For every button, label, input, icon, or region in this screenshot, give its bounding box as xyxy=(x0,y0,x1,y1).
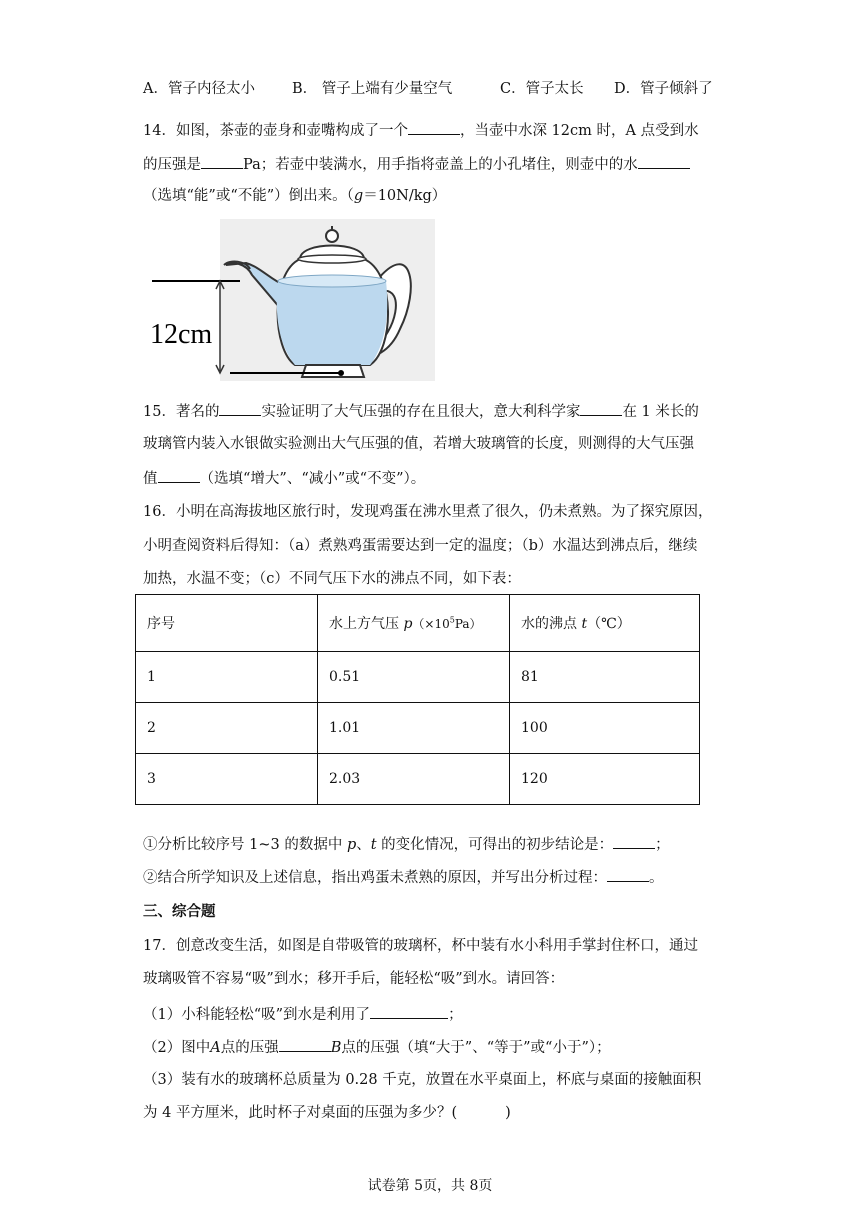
q17-blank-1[interactable] xyxy=(370,1003,448,1019)
q14-line-2: 的压强是 Pa；若壶中装满水，用手指将壶盖上的小孔堵住，则壶中的水 xyxy=(143,153,690,175)
q15-line-3: 值 （选填“增大”、“减小”或“不变”）。 xyxy=(143,467,425,489)
section-heading: 三、综合题 xyxy=(143,904,216,920)
q15-blank-2[interactable] xyxy=(580,400,622,416)
boiling-point-table xyxy=(135,594,700,805)
q13-option-a: A．管子内径太小 xyxy=(143,81,255,97)
q13-option-d: D．管子倾斜了 xyxy=(614,81,713,97)
q17-sub-2: （2）图中A点的压强 B点的压强（填“大于”、“等于”或“小于”）； xyxy=(143,1036,611,1058)
q15-line-1: 15．著名的 实验证明了大气压强的存在且很大，意大利科学家 在 1 米长的 xyxy=(143,400,699,422)
page-footer: 试卷第 5页，共 8页 xyxy=(367,1178,493,1194)
header-pressure: 水上方气压 $p(\times 10^5Pa)$ xyxy=(318,595,510,652)
q17-line-2: 玻璃吸管不容易“吸”到水；移开手后，能轻松“吸”到水。请回答： xyxy=(143,971,565,987)
table-row: 2 1.01 100 xyxy=(136,703,700,754)
table-header-row xyxy=(136,595,700,652)
q17-sub-3-line-2: 为 4 平方厘米，此时杯子对桌面的压强为多少？( ) xyxy=(143,1105,511,1121)
header-index: 序号 xyxy=(136,595,318,652)
q16-sub-1: ①分析比较序号 1~3 的数据中 p、t 的变化情况，可得出的初步结论是： ； xyxy=(143,833,670,855)
q16-blank-1[interactable] xyxy=(613,833,655,849)
table-row: 1 0.51 81 xyxy=(136,652,700,703)
teapot-water xyxy=(277,281,387,365)
header-boiling-point: 水的沸点 t（℃） xyxy=(510,595,700,652)
q16-sub-2: ②结合所学知识及上述信息，指出鸡蛋未煮熟的原因，并写出分析过程： 。 xyxy=(143,866,664,888)
q17-line-1: 17．创意改变生活，如图是自带吸管的玻璃杯，杯中装有水小科用手掌封住杯口，通过 xyxy=(143,938,698,954)
depth-label: 12cm xyxy=(150,319,213,350)
q17-sub-3-line-1: （3）装有水的玻璃杯总质量为 0.28 千克，放置在水平桌面上，杯底与桌面的接触面积 xyxy=(143,1072,702,1088)
q16-line-2: 小明查阅资料后得知：（a）煮熟鸡蛋需要达到一定的温度；（b）水温达到沸点后，继续 xyxy=(143,538,698,554)
teapot-base xyxy=(302,365,364,377)
q14-blank-1[interactable] xyxy=(408,119,460,135)
q14-blank-2[interactable] xyxy=(201,153,243,169)
q14-blank-3[interactable] xyxy=(638,153,690,169)
q15-blank-3[interactable] xyxy=(158,467,200,483)
q13-option-c: C．管子太长 xyxy=(500,81,584,97)
q14-line-3: （选填“能”或“不能”）倒出来。（g＝10N/kg） xyxy=(143,188,447,204)
q15-line-2: 玻璃管内装入水银做实验测出大气压强的值，若增大玻璃管的长度，则测得的大气压强 xyxy=(143,436,694,452)
table-row: 3 2.03 120 xyxy=(136,754,700,805)
q15-blank-1[interactable] xyxy=(219,400,261,416)
q16-blank-2[interactable] xyxy=(607,866,649,882)
q17-blank-2[interactable] xyxy=(279,1036,331,1052)
point-a-marker xyxy=(338,370,344,376)
q16-line-1: 16．小明在高海拔地区旅行时，发现鸡蛋在沸水里煮了很久，仍未煮熟。为了探究原因， xyxy=(143,504,713,520)
q16-line-3: 加热，水温不变；（c）不同气压下水的沸点不同，如下表： xyxy=(143,571,521,587)
q13-option-b: B． 管子上端有少量空气 xyxy=(292,81,453,97)
water-surface xyxy=(278,275,386,287)
lid-knob xyxy=(326,230,338,242)
teapot-figure xyxy=(150,219,435,381)
q17-sub-1: （1）小科能轻松“吸”到水是利用了 ； xyxy=(143,1003,463,1025)
q14-line-1: 14．如图，茶壶的壶身和壶嘴构成了一个 ，当壶中水深 12cm 时，A 点受到水 xyxy=(143,119,699,141)
